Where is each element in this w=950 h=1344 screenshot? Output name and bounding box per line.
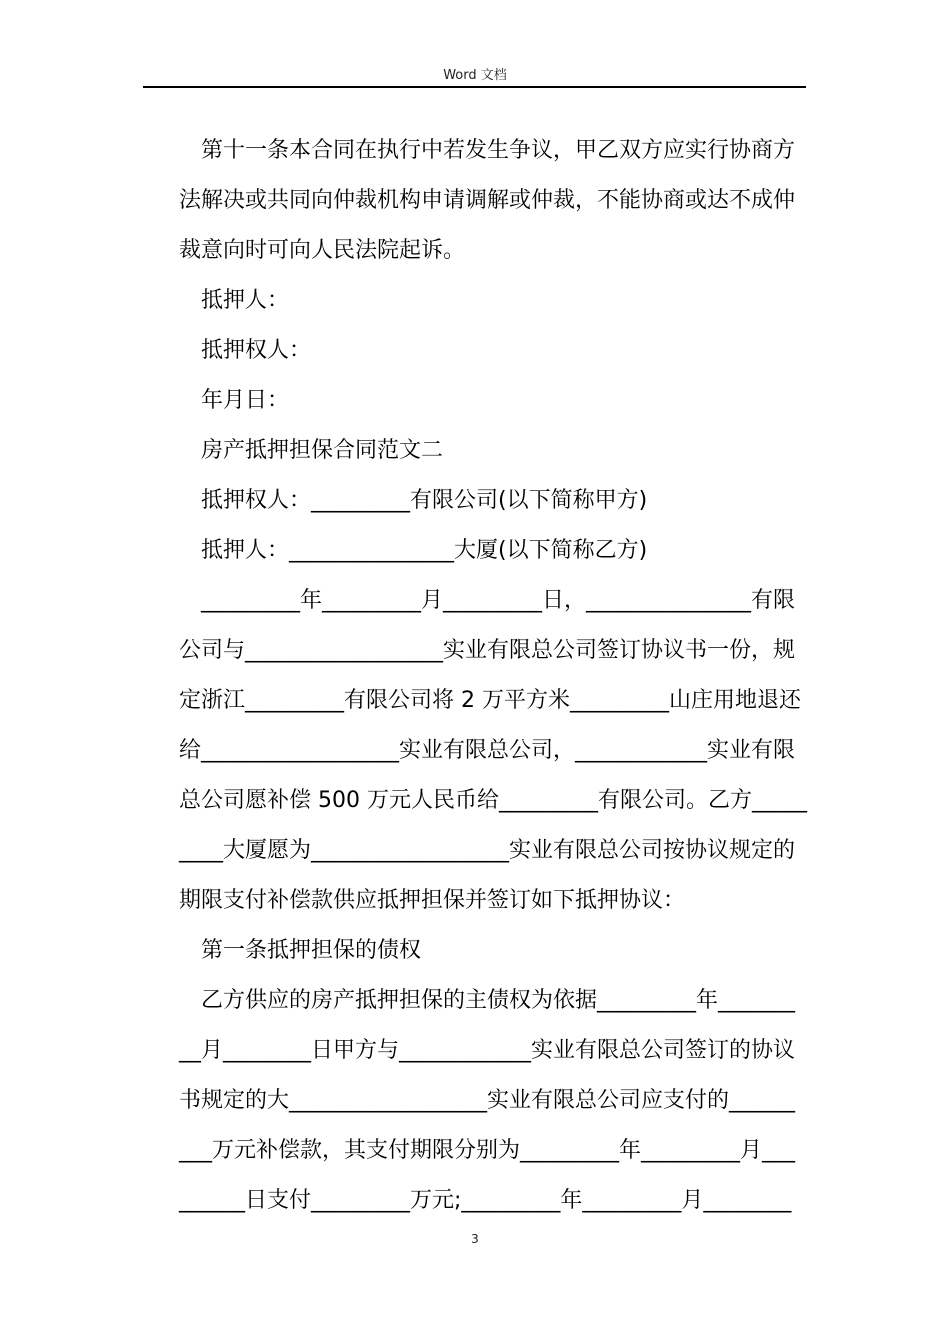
document-line: __月________日甲方与____________实业有限总公司签订的协议 [179, 1038, 796, 1063]
document-line: 房产抵押担保合同范文二 [179, 438, 444, 463]
document-line: 乙方供应的房产抵押担保的主债权为依据_________年_______ [179, 988, 796, 1013]
document-line: 第一条抵押担保的债权 [179, 938, 422, 963]
document-line: ___万元补偿款，其支付期限分别为_________年_________月___ [179, 1138, 796, 1163]
page-header-title: Word 文档 [443, 68, 507, 83]
document-line: 书规定的大__________________实业有限总公司应支付的______ [179, 1088, 796, 1113]
document-line: 定浙江_________有限公司将 2 万平方米_________山庄用地退还 [179, 688, 801, 713]
page-number: 3 [471, 1232, 479, 1246]
document-line: 抵押人：_______________大厦(以下简称乙方) [179, 538, 648, 563]
document-line: 期限支付补偿款供应抵押担保并签订如下抵押协议： [179, 888, 686, 913]
document-line: _________年_________月_________日，_______________有限 [179, 588, 796, 613]
document-line: 公司与__________________实业有限总公司签订协议书一份，规 [179, 638, 796, 663]
document-line: 总公司愿补偿 500 万元人民币给_________有限公司。乙方_____ [179, 788, 807, 813]
document-body [179, 126, 819, 1226]
document-line: 给__________________实业有限总公司，____________实业有限 [179, 738, 796, 763]
document-line: ____大厦愿为__________________实业有限总公司按协议规定的 [179, 838, 796, 863]
document-line: 抵押权人：_________有限公司(以下简称甲方) [179, 488, 648, 513]
document-line: 裁意向时可向人民法院起诉。 [179, 238, 466, 263]
document-line: 抵押权人： [179, 338, 312, 363]
document-line: 抵押人： [179, 288, 290, 313]
document-line: ______日支付_________万元;_________年_________月________ [179, 1188, 792, 1213]
document-line: 年月日： [179, 388, 290, 413]
document-line: 第十一条本合同在执行中若发生争议，甲乙双方应实行协商方 [179, 138, 796, 163]
document-line: 法解决或共同向仲裁机构申请调解或仲裁，不能协商或达不成仲 [179, 188, 796, 213]
header-divider [143, 86, 806, 88]
